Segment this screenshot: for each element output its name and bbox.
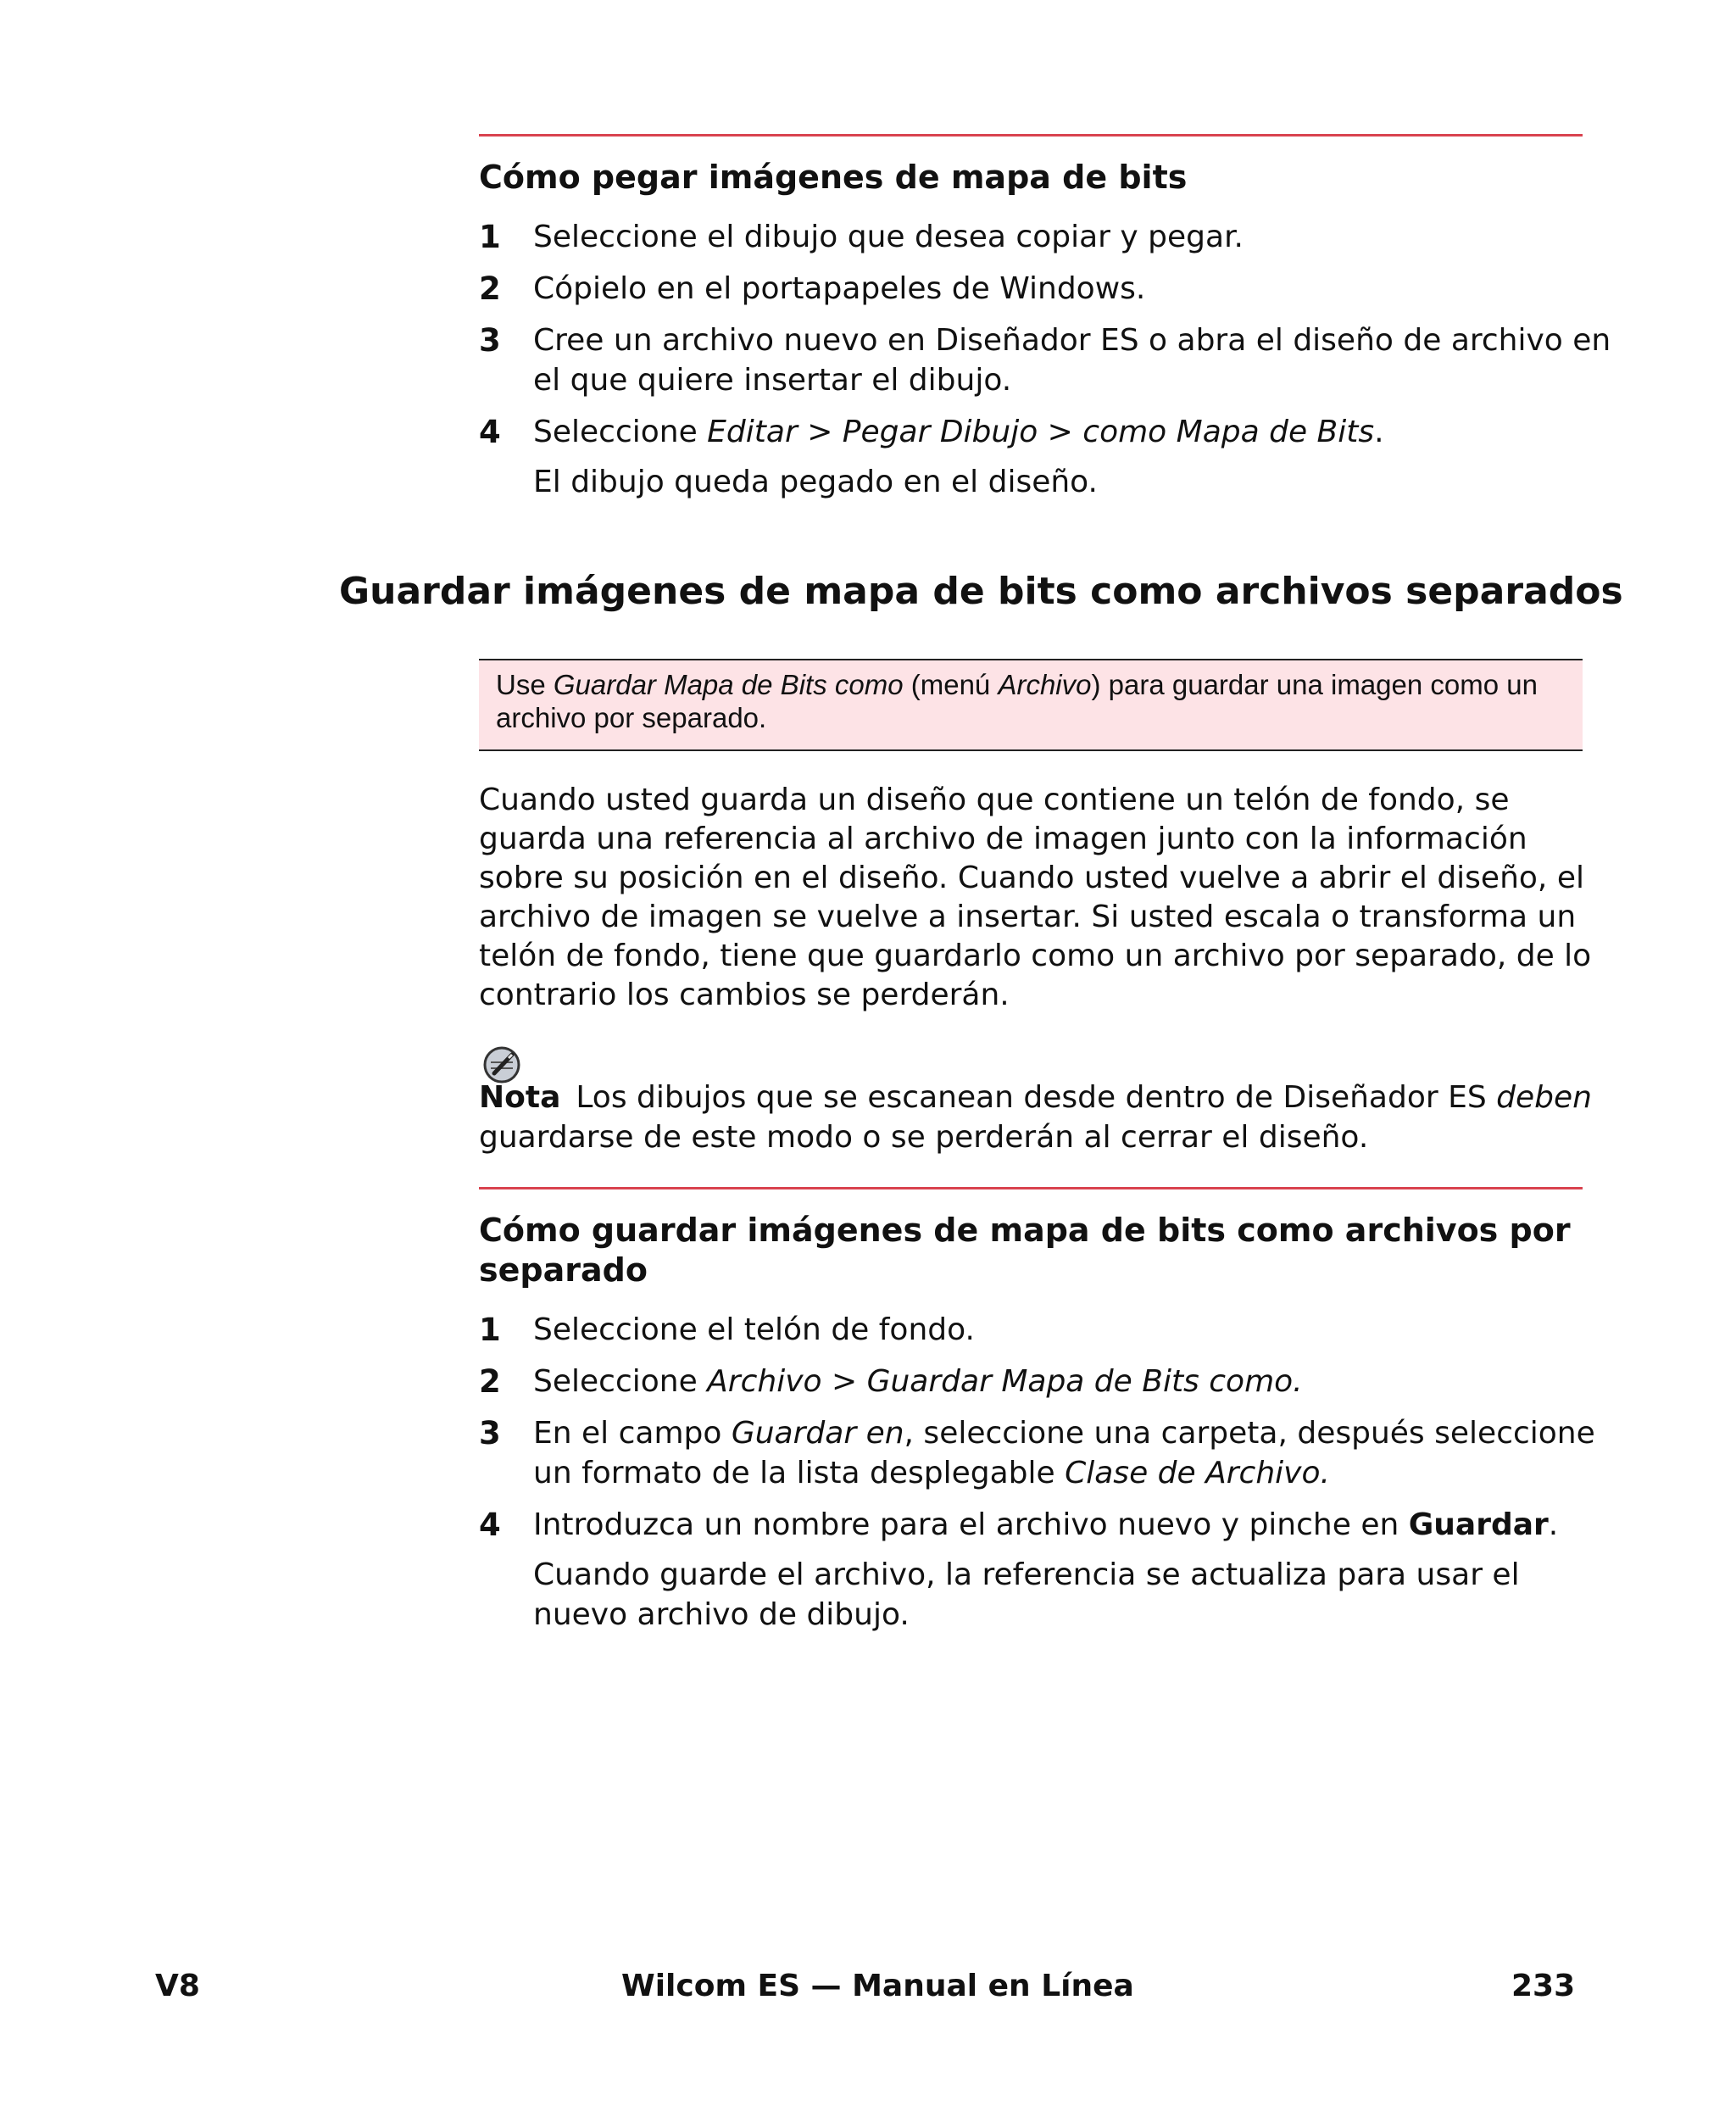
step-text-middle: , seleccione una carpeta, después seleccione un formato de la lista desplegable: [533, 1416, 1595, 1490]
step-result: Cuando guarde el archivo, la referencia se actualiza para usar el nuevo archivo de dibujo.: [533, 1557, 1520, 1632]
step-number: 2: [479, 270, 501, 307]
note-emphasis: deben: [1496, 1080, 1592, 1115]
tip-box: [479, 659, 1583, 751]
list-item: [479, 217, 1598, 257]
tip-text-middle: (menú: [903, 669, 999, 700]
step-text: Seleccione el telón de fondo.: [533, 1312, 975, 1347]
step-number: 1: [479, 219, 501, 255]
step-result: El dibujo queda pegado en el diseño.: [533, 465, 1098, 499]
list-item: [479, 269, 1598, 309]
step-text: Seleccione el dibujo que desea copiar y pegar.: [533, 220, 1244, 254]
menu-path: Editar > Pegar Dibujo > como Mapa de Bits: [707, 415, 1375, 449]
step-number: 4: [479, 414, 501, 450]
step-number: 3: [479, 1415, 501, 1451]
tip-text-prefix: Use: [496, 669, 554, 700]
step-text-prefix: En el campo: [533, 1416, 732, 1451]
list-item: [479, 320, 1635, 400]
tip-command: Guardar Mapa de Bits como: [553, 669, 904, 700]
footer-title: Wilcom ES — Manual en Línea: [621, 1969, 1134, 2003]
list-item: [479, 1413, 1635, 1493]
section-divider-bottom: [479, 1187, 1583, 1189]
list-item: [479, 1362, 1598, 1401]
list-item: [479, 1505, 1598, 1635]
step-text-prefix: Seleccione: [533, 1364, 708, 1399]
step-text-suffix: .: [1374, 415, 1384, 449]
note-label: Nota: [479, 1080, 561, 1115]
body-paragraph: Cuando usted guarda un diseño que contiene un telón de fondo, se guarda una referencia al archivo de imagen junto con la información sobre su posición en el diseño. Cuando usted vuelve a abrir el diseño, el archivo de imagen se vuelve a insertar. Si usted escala o transforma un telón de fondo, tiene que guardarlo como un archivo por separado, de lo contrario los cambios se perderán.: [479, 783, 1592, 1012]
step-number: 1: [479, 1312, 501, 1348]
field-name: Guardar en: [731, 1416, 904, 1451]
note-text-suffix: guardarse de este modo o se perderán al cerrar el diseño.: [479, 1120, 1369, 1155]
tip-menu: Archivo: [998, 669, 1092, 700]
procedure-title-save: Cómo guardar imágenes de mapa de bits como archivos por separado: [479, 1212, 1571, 1289]
footer-version: V8: [155, 1969, 200, 2003]
section-divider-top: [479, 134, 1583, 136]
step-text-suffix: .: [1548, 1507, 1559, 1542]
list-item: [479, 412, 1598, 502]
button-name: Guardar: [1408, 1507, 1549, 1542]
step-number: 2: [479, 1363, 501, 1400]
step-text: Cópielo en el portapapeles de Windows.: [533, 271, 1146, 306]
paste-steps-list: [479, 217, 1611, 514]
dropdown-name: Clase de Archivo.: [1065, 1456, 1330, 1490]
list-item: [479, 1310, 1598, 1350]
page-number: 233: [1511, 1969, 1576, 2003]
step-text-prefix: Seleccione: [533, 415, 708, 449]
step-text: Cree un archivo nuevo en Diseñador ES o abra el diseño de archivo en el que quiere insertar el dibujo.: [533, 323, 1611, 398]
note-text-prefix: Los dibujos que se escanean desde dentro de Diseñador ES: [576, 1080, 1497, 1115]
save-steps-list: [479, 1310, 1598, 1646]
step-number: 3: [479, 322, 501, 359]
step-number: 4: [479, 1507, 501, 1543]
section-heading: Guardar imágenes de mapa de bits como archivos separados: [339, 570, 1623, 613]
menu-path: Archivo > Guardar Mapa de Bits como.: [707, 1364, 1303, 1399]
procedure-title-paste: Cómo pegar imágenes de mapa de bits: [479, 159, 1188, 196]
tip-text-suffix: ) para guardar una imagen como un archivo por separado.: [496, 669, 1538, 733]
note-paragraph: [479, 1078, 1598, 1157]
step-text-prefix: Introduzca un nombre para el archivo nuevo y pinche en: [533, 1507, 1409, 1542]
